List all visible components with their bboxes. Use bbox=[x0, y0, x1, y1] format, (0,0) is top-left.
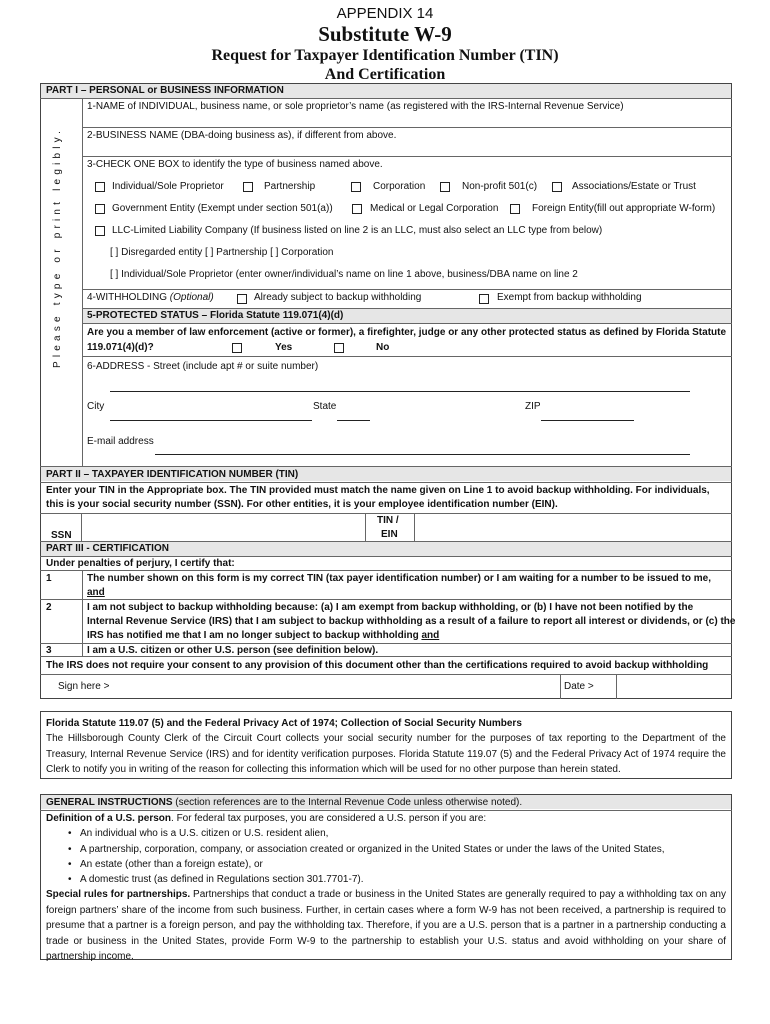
part2-heading: PART II – TAXPAYER IDENTIFICATION NUMBER (TIN) bbox=[46, 469, 299, 480]
cert-number-3: 3 bbox=[46, 645, 52, 656]
ein-label: EIN bbox=[381, 529, 398, 540]
checkbox-partnership[interactable] bbox=[243, 182, 253, 192]
medical-legal-label: Medical or Legal Corporation bbox=[370, 203, 499, 214]
sign-here-label: Sign here > bbox=[58, 681, 110, 692]
bullet-item: • A partnership, corporation, company, or association created or organized in the United States or under the laws of the United States, bbox=[80, 844, 665, 855]
associations-label: Associations/Estate or Trust bbox=[572, 181, 696, 192]
bullet-item: • A domestic trust (as defined in Regulations section 301.7701-7). bbox=[80, 874, 364, 885]
backup-subject-label: Already subject to backup withholding bbox=[254, 292, 422, 303]
partnership-rules: Special rules for partnerships. Partnerships that conduct a trade or business in the United States are generally required to pay a withholding tax on any foreign partners’ share of the income from such business. Further, in certain cases where a form W-9 has not been received, a partnership is required to presume that a partner is a foreign person, and pay the withholding tax. Therefore, if you are a U.S. person that is a partner in a partnership conducting a trade or business in the United States, provide Form W-9 to the partnership to establish your U.S. status and avoid withholding on your share of partnership income. bbox=[46, 889, 726, 962]
address-label: 6-ADDRESS - Street (include apt # or suite number) bbox=[87, 361, 319, 372]
name-field[interactable] bbox=[83, 114, 731, 126]
tin-instructions: Enter your TIN in the Appropriate box. The TIN provided must match the name given on Line 1 to avoid backup withholding. For individuals, bbox=[46, 485, 710, 496]
florida-statute-body: The Hillsborough County Clerk of the Circuit Court collects your social security number for the purposes of tax reporting to the Department of the Treasury, Internal Revenue Service (IRS) and for identity verification purposes. Florida Statute 119.07 (5) and the Federal Privacy Act of 1974 require the Clerk to notify you in writing of the reason for collecting this information which will be used for no other purpose than herein stated. bbox=[46, 733, 726, 775]
checkbox-protected-yes[interactable] bbox=[232, 343, 242, 353]
part1-heading: PART I – PERSONAL or BUSINESS INFORMATION bbox=[46, 85, 284, 96]
checkbox-backup-exempt[interactable] bbox=[479, 294, 489, 304]
cert-item-2-line2: Internal Revenue Service (IRS) that I am subject to backup withholding as a result of a failure to report all interest or dividends, or (c) the bbox=[87, 616, 736, 627]
cert-item-2-line3: IRS has notified me that I am no longer subject to backup withholding and bbox=[87, 630, 440, 641]
general-instructions-heading: GENERAL INSTRUCTIONS (section references are to the Internal Revenue Code unless otherwise noted). bbox=[46, 797, 523, 808]
city-label: City bbox=[87, 401, 105, 412]
llc-label: LLC-Limited Liability Company (If business listed on line 2 is an LLC, must also select an LLC type from below) bbox=[112, 225, 603, 236]
zip-label: ZIP bbox=[525, 401, 541, 412]
certification-intro: Under penalties of perjury, I certify that: bbox=[46, 558, 235, 569]
irs-consent-note: The IRS does not require your consent to any provision of this document other than the certifications required to avoid backup withholding bbox=[46, 660, 709, 671]
checkbox-protected-no[interactable] bbox=[334, 343, 344, 353]
cert-number-1: 1 bbox=[46, 573, 52, 584]
withholding-label: 4-WITHHOLDING (Optional) bbox=[87, 292, 214, 303]
corporation-label: Corporation bbox=[373, 181, 426, 192]
email-label: E-mail address bbox=[87, 436, 154, 447]
zip-field[interactable] bbox=[541, 420, 634, 421]
backup-exempt-label: Exempt from backup withholding bbox=[497, 292, 642, 303]
name-label: 1-NAME of INDIVIDUAL, business name, or sole proprietor’s name (as registered with the IRS-Internal Revenue Service) bbox=[87, 101, 624, 112]
side-note: Please type or print legibly. bbox=[52, 126, 63, 368]
business-type-label: 3-CHECK ONE BOX to identify the type of business named above. bbox=[87, 159, 383, 170]
checkbox-llc[interactable] bbox=[95, 226, 105, 236]
checkbox-nonprofit[interactable] bbox=[440, 182, 450, 192]
form-title: Substitute W-9 bbox=[318, 22, 452, 46]
appendix-label: APPENDIX 14 bbox=[336, 5, 434, 22]
part3-heading: PART III - CERTIFICATION bbox=[46, 543, 169, 554]
bullet-item: • An individual who is a U.S. citizen or U.S. resident alien, bbox=[80, 828, 328, 839]
protected-question: Are you a member of law enforcement (active or former), a firefighter, judge or any other protected status as defined by Florida Statute bbox=[87, 327, 727, 338]
cert-item-1-and: and bbox=[87, 587, 105, 598]
tin-instructions-2: this is your social security number (SSN). For other entities, it is your employee identification number (EIN). bbox=[46, 499, 558, 510]
checkbox-associations[interactable] bbox=[552, 182, 562, 192]
signature-field[interactable] bbox=[120, 676, 558, 698]
llc-types[interactable]: [ ] Disregarded entity [ ] Partnership [ ] Corporation bbox=[110, 247, 334, 258]
checkbox-medical-legal[interactable] bbox=[352, 204, 362, 214]
business-name-field[interactable] bbox=[83, 143, 731, 155]
ein-field[interactable] bbox=[415, 514, 731, 540]
date-field[interactable] bbox=[617, 676, 730, 698]
business-name-label: 2-BUSINESS NAME (DBA-doing business as), if different from above. bbox=[87, 130, 397, 141]
checkbox-government[interactable] bbox=[95, 204, 105, 214]
form-subtitle: Request for Taxpayer Identification Number (TIN) bbox=[211, 47, 559, 64]
checkbox-corporation[interactable] bbox=[351, 182, 361, 192]
cert-item-1: The number shown on this form is my correct TIN (tax payer identification number) or I am waiting for a number to be issued to me, bbox=[87, 573, 711, 584]
cert-item-3: I am a U.S. citizen or other U.S. person (see definition below). bbox=[87, 645, 379, 656]
individual-label: Individual/Sole Proprietor bbox=[112, 181, 224, 192]
ssn-field[interactable] bbox=[82, 514, 364, 540]
cert-item-2: I am not subject to backup withholding because: (a) I am exempt from backup withholding, or (b) I have not been notified by the bbox=[87, 602, 694, 613]
cert-number-2: 2 bbox=[46, 602, 52, 613]
date-label: Date > bbox=[564, 681, 594, 692]
foreign-label: Foreign Entity(fill out appropriate W-form) bbox=[532, 203, 716, 214]
tin-label: TIN / bbox=[377, 515, 399, 526]
llc-individual-option[interactable]: [ ] Individual/Sole Proprietor (enter owner/individual’s name on line 1 above, business/DBA name on line 2 bbox=[110, 269, 578, 280]
yes-label: Yes bbox=[275, 342, 293, 353]
form-subtitle-2: And Certification bbox=[324, 66, 446, 83]
checkbox-individual[interactable] bbox=[95, 182, 105, 192]
checkbox-backup-subject[interactable] bbox=[237, 294, 247, 304]
government-label: Government Entity (Exempt under section 501(a)) bbox=[112, 203, 333, 214]
us-person-definition: Definition of a U.S. person. For federal tax purposes, you are considered a U.S. person if you are: bbox=[46, 813, 487, 824]
state-label: State bbox=[313, 401, 337, 412]
bullet-item: • An estate (other than a foreign estate), or bbox=[80, 859, 263, 870]
no-label: No bbox=[376, 342, 390, 353]
email-field[interactable] bbox=[155, 454, 690, 455]
partnership-label: Partnership bbox=[264, 181, 316, 192]
florida-statute-heading: Florida Statute 119.07 (5) and the Federal Privacy Act of 1974; Collection of Social Security Numbers bbox=[46, 718, 522, 729]
checkbox-foreign[interactable] bbox=[510, 204, 520, 214]
city-field[interactable] bbox=[110, 420, 312, 421]
ssn-label: SSN bbox=[51, 530, 72, 541]
street-field[interactable] bbox=[110, 391, 690, 392]
nonprofit-label: Non-profit 501(c) bbox=[462, 181, 538, 192]
state-field[interactable] bbox=[337, 420, 370, 421]
protected-status-heading: 5-PROTECTED STATUS – Florida Statute 119.071(4)(d) bbox=[87, 310, 344, 321]
protected-question-2: 119.071(4)(d)? bbox=[87, 342, 154, 353]
